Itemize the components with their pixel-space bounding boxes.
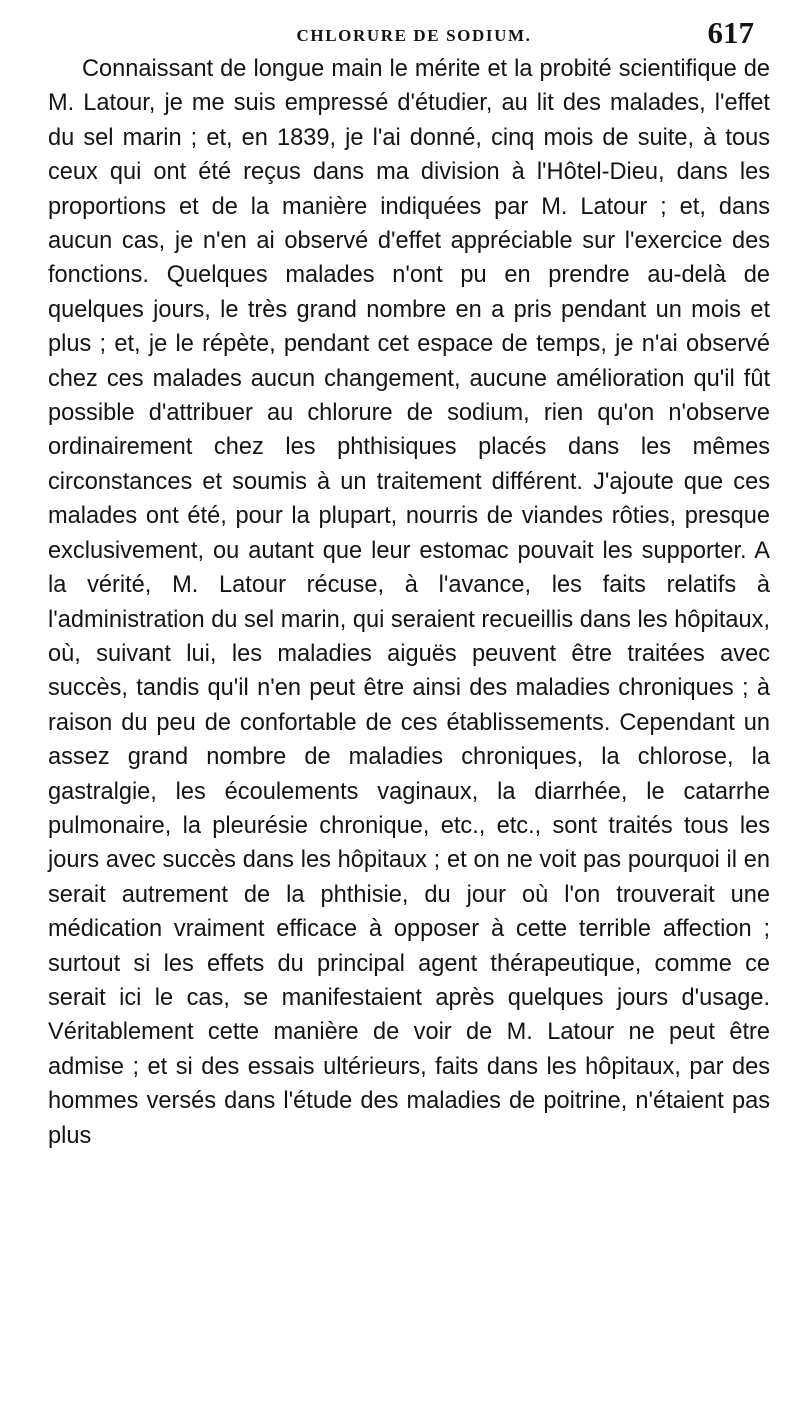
running-title: CHLORURE DE SODIUM. [296, 26, 532, 45]
paragraph: Connaissant de longue main le mérite et la probité scientifique de M. Latour, je me suis empressé d'étudier, au lit des malades, l'effet du sel marin ; et, en 1839, je l'ai donné, cinq mois de suite, à tous ceux qui ont été reçus dans ma division à l'Hôtel-Dieu, dans les proportions et de la manière indiquées par M. Latour ; et, dans aucun cas, je n'en ai observé d'effet appréciable sur l'exercice des fonctions. Quelques malades n'ont pu en prendre au-delà de quelques jours, le très grand nombre en a pris pendant un mois et plus ; et, je le répète, pendant cet espace de temps, je n'ai observé chez ces malades aucun changement, aucune amélioration qu'il fût possible d'attribuer au chlorure de sodium, rien qu'on n'observe ordinairement chez les phthisiques placés dans les mêmes circonstances et soumis à un traitement différent. J'ajoute que ces malades ont été, pour la plupart, nourris de viandes rôties, presque exclusivement, ou autant que leur estomac pouvait les supporter. A la vérité, M. Latour récuse, à l'avance, les faits relatifs à l'administration du sel marin, qui seraient recueillis dans les hôpitaux, où, suivant lui, les maladies aiguës peuvent être traitées avec succès, tandis qu'il n'en peut être ainsi des maladies chroniques ; à raison du peu de confortable de ces établissements. Cependant un assez grand nombre de maladies chroniques, la chlorose, la gastralgie, les écoulements vaginaux, la diarrhée, le catarrhe pulmonaire, la pleurésie chronique, etc., etc., sont traités tous les jours avec succès dans les hôpitaux ; et on ne voit pas pourquoi il en serait autrement de la phthisie, du jour où l'on trouverait une médication vraiment efficace à opposer à cette terrible affection ; surtout si les effets du principal agent thérapeutique, comme ce serait ici le cas, se manifestaient après quelques jours d'usage. Véritablement cette manière de voir de M. Latour ne peut être admise ; et si des essais ultérieurs, faits dans les hôpitaux, par des hommes versés dans l'étude des maladies de poitrine, n'étaient pas plus [48, 56, 770, 1149]
running-head [68, 6, 760, 50]
page-number: 617 [707, 15, 754, 50]
body-text [48, 52, 770, 1153]
